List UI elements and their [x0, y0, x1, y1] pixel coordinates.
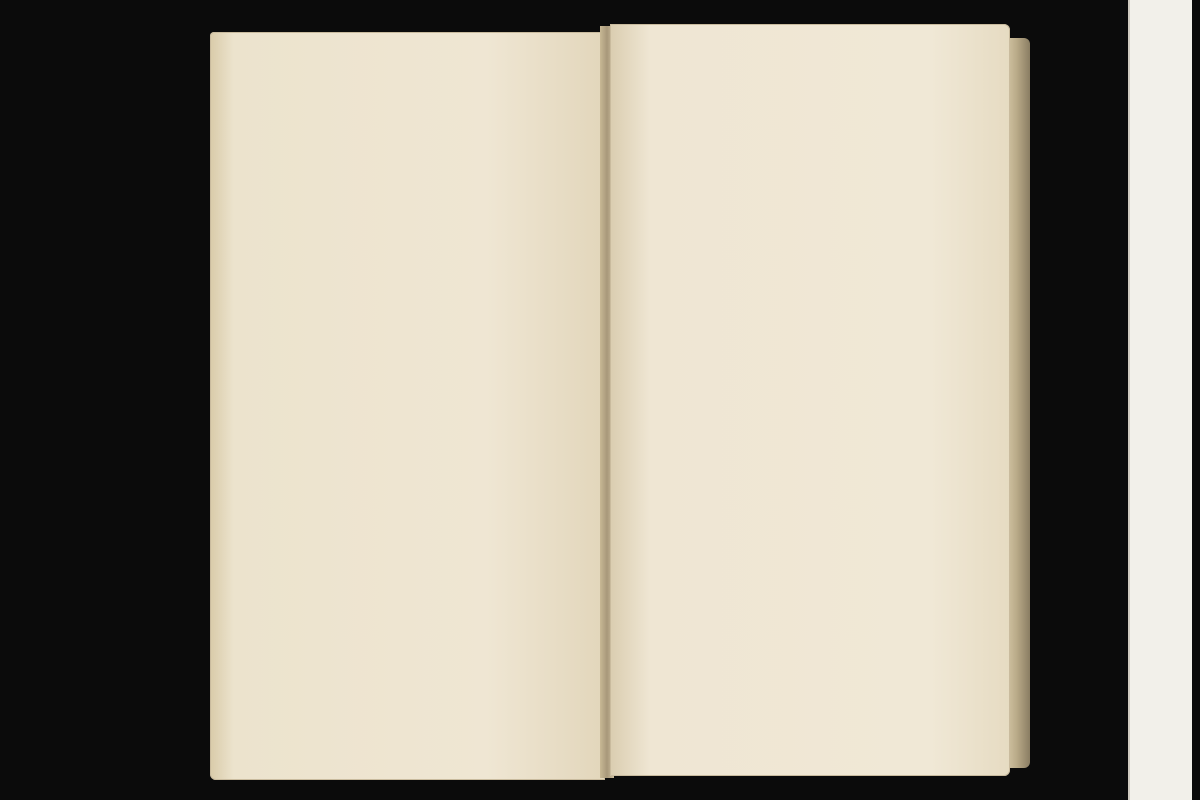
- left-page: [210, 32, 605, 780]
- right-page: [610, 24, 1010, 776]
- page-edges: [1008, 38, 1030, 768]
- measuring-ruler: [1128, 0, 1192, 800]
- open-book: [200, 18, 1030, 778]
